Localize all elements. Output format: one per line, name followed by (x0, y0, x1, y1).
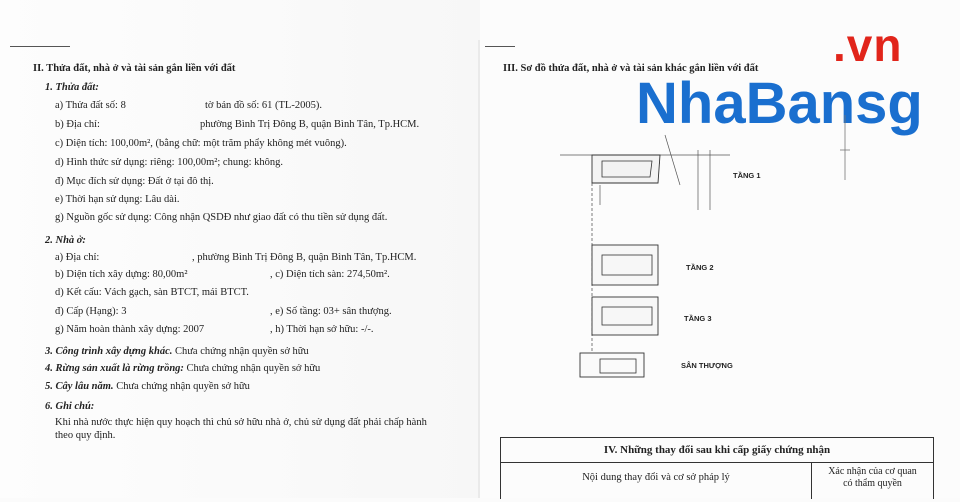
house-a-rest: , phường Bình Trị Đông B, quận Bình Tân, Tp.HCM. (192, 252, 417, 263)
item-5-text: Chưa chứng nhận quyền sở hữu (116, 381, 250, 392)
floor-plan-diagram (520, 105, 780, 385)
land-a-rest: tờ bản đồ số: 61 (TL-2005). (205, 100, 322, 111)
house-c: , c) Diện tích sàn: 274,50m². (270, 269, 390, 280)
top-rule-right (485, 46, 515, 47)
item-3 (45, 345, 309, 358)
section-ii-title: II. Thửa đất, nhà ở và tài sản gắn liền với đất (33, 63, 236, 74)
land-heading: 1. Thửa đất: (45, 82, 99, 93)
floor-label-rooftop: SÂN THƯỢNG (681, 361, 733, 370)
site-line-slope (665, 135, 680, 185)
changes-table-col-content: Nội dung thay đổi và cơ sở pháp lý (501, 463, 812, 499)
item-5-label: 5. Cây lâu năm. (45, 381, 114, 392)
house-heading: 2. Nhà ở: (45, 235, 86, 246)
brand-logo-text: NhaBansg (636, 71, 923, 136)
land-g: g) Nguồn gốc sử dụng: Công nhận QSDĐ như giao đất có thu tiền sử dụng đất. (55, 212, 388, 223)
house-g: g) Năm hoàn thành xây dựng: 2007 (55, 324, 205, 335)
confirm-line-1: Xác nhận của cơ quan (828, 466, 917, 477)
item-5 (45, 380, 250, 393)
brand-tld: .vn (833, 19, 903, 71)
item-4 (45, 362, 320, 375)
confirm-line-2: có thẩm quyền (843, 478, 902, 489)
top-rule-left (10, 46, 70, 47)
floor-label-2: TẦNG 2 (686, 263, 714, 272)
notes-line-2: theo quy định. (55, 430, 116, 441)
land-dd: đ) Mục đích sử dụng: Đất ở tại đô thị. (55, 176, 214, 187)
changes-table (500, 437, 934, 499)
item-4-label: 4. Rừng sản xuất là rừng trồng: (45, 363, 184, 374)
changes-table-col-confirm (812, 463, 933, 502)
edge-marks (830, 110, 860, 190)
land-c: c) Diện tích: 100,00m², (bằng chữ: một trăm phẩy không mét vuông). (55, 138, 347, 149)
item-4-text: Chưa chứng nhận quyền sở hữu (186, 363, 321, 374)
house-d: d) Kết cấu: Vách gạch, sàn BTCT, mái BTCT. (55, 287, 249, 298)
changes-table-title: IV. Những thay đổi sau khi cấp giấy chứng nhận (501, 438, 933, 463)
house-h: , h) Thời hạn sở hữu: -/-. (270, 324, 374, 335)
notes-line-1: Khi nhà nước thực hiện quy hoạch thì chủ sở hữu nhà ở, chủ sử dụng đất phải chấp hành (55, 417, 427, 428)
item-3-text: Chưa chứng nhận quyền sở hữu (174, 346, 309, 357)
house-b: b) Diện tích xây dựng: 80,00m² (55, 269, 188, 280)
land-b-label: b) Địa chỉ: (55, 119, 100, 130)
notes-heading: 6. Ghi chú: (45, 401, 95, 412)
house-dd: đ) Cấp (Hạng): 3 (55, 306, 127, 317)
floor-label-3: TẦNG 3 (684, 314, 712, 323)
land-a-label: a) Thửa đất số: 8 (55, 100, 126, 111)
land-b-rest: phường Bình Trị Đông B, quận Bình Tân, Tp.HCM. (200, 119, 420, 130)
page-fold (478, 40, 480, 498)
item-3-label: 3. Công trình xây dựng khác. (45, 346, 173, 357)
floor-label-1: TẦNG 1 (733, 171, 761, 180)
house-e: , e) Số tầng: 03+ sân thượng. (270, 306, 392, 317)
land-d: d) Hình thức sử dụng: riêng: 100,00m²; chung: không. (55, 157, 284, 168)
land-e: e) Thời hạn sử dụng: Lâu dài. (55, 194, 180, 205)
house-a-label: a) Địa chỉ: (55, 252, 100, 263)
section-iii-title: III. Sơ đồ thửa đất, nhà ở và tài sản khác gắn liền với đất (503, 63, 759, 74)
